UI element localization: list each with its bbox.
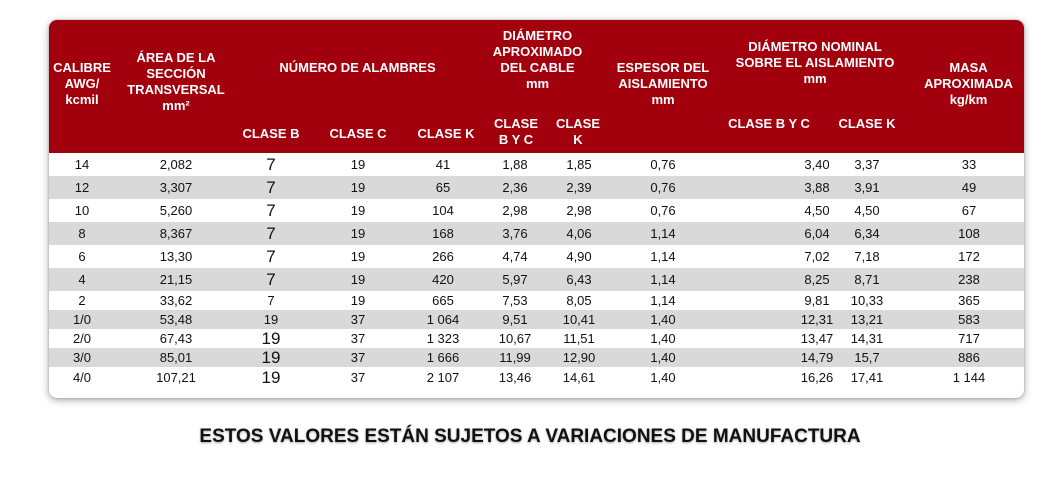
cell-clase-b: 7 <box>266 246 276 266</box>
cell-clase-c: 19 <box>350 157 366 172</box>
cell-clase-k: 266 <box>432 249 454 264</box>
cell-calibre: 1/0 <box>72 312 92 327</box>
cell-calibre: 6 <box>78 249 86 264</box>
cell-diam-nominal-byc: 4,50 <box>804 203 830 218</box>
table-row <box>49 268 1024 291</box>
cell-clase-c: 19 <box>350 203 366 218</box>
cell-area: 67,43 <box>159 331 193 346</box>
footer-note: ESTOS VALORES ESTÁN SUJETOS A VARIACIONES DE MANUFACTURA <box>199 426 861 447</box>
cell-area: 8,367 <box>159 226 193 241</box>
cell-diam-cable-byc: 5,97 <box>502 272 528 287</box>
cell-clase-c: 19 <box>350 226 366 241</box>
cell-masa: 172 <box>958 249 980 264</box>
cell-diam-nominal-k: 17,41 <box>850 370 884 385</box>
cell-diam-nominal-k: 3,91 <box>854 180 880 195</box>
cell-espesor: 0,76 <box>650 157 676 172</box>
cell-clase-b: 7 <box>266 269 276 289</box>
cell-calibre: 12 <box>74 180 90 195</box>
cell-diam-cable-k: 14,61 <box>562 370 596 385</box>
table-row <box>49 367 1024 388</box>
cell-clase-c: 19 <box>350 272 366 287</box>
cell-diam-nominal-byc: 7,02 <box>804 249 830 264</box>
cell-calibre: 4/0 <box>72 370 92 385</box>
cell-diam-nominal-byc: 3,88 <box>804 180 830 195</box>
cell-diam-nominal-k: 8,71 <box>854 272 880 287</box>
cell-area: 2,082 <box>159 157 193 172</box>
cell-calibre: 10 <box>74 203 90 218</box>
table-header <box>49 20 1024 153</box>
cell-clase-k: 1 323 <box>426 331 460 346</box>
cell-diam-cable-byc: 2,98 <box>502 203 528 218</box>
cell-espesor: 1,40 <box>650 312 676 327</box>
cell-diam-cable-byc: 3,76 <box>502 226 528 241</box>
cell-diam-nominal-byc: 6,04 <box>804 226 830 241</box>
cell-calibre: 2 <box>78 293 86 308</box>
cell-espesor: 1,40 <box>650 331 676 346</box>
cell-area: 21,15 <box>159 272 193 287</box>
cell-clase-k: 1 666 <box>426 350 460 365</box>
cell-clase-k: 1 064 <box>426 312 460 327</box>
cell-masa: 108 <box>958 226 980 241</box>
cell-diam-cable-k: 2,98 <box>566 203 592 218</box>
cell-diam-cable-byc: 7,53 <box>502 293 528 308</box>
cell-espesor: 1,14 <box>650 272 676 287</box>
cell-diam-cable-k: 4,06 <box>566 226 592 241</box>
cell-masa: 49 <box>961 180 977 195</box>
cell-clase-k: 65 <box>435 180 451 195</box>
cell-clase-k: 168 <box>432 226 454 241</box>
header-clase-k: CLASE K <box>417 126 475 141</box>
cell-diam-nominal-byc: 12,31 <box>800 312 834 327</box>
cell-espesor: 1,40 <box>650 350 676 365</box>
cell-masa: 365 <box>958 293 980 308</box>
cell-clase-c: 19 <box>350 180 366 195</box>
cell-clase-c: 37 <box>350 350 366 365</box>
cell-diam-cable-byc: 10,67 <box>498 331 532 346</box>
cell-diam-cable-k: 10,41 <box>562 312 596 327</box>
cell-calibre: 2/0 <box>72 331 92 346</box>
cell-clase-c: 19 <box>350 249 366 264</box>
cell-diam-cable-byc: 11,99 <box>499 350 531 365</box>
header-diametro-cable-k: CLASE K <box>555 116 601 147</box>
cell-clase-k: 104 <box>432 203 454 218</box>
cell-clase-k: 665 <box>432 293 454 308</box>
cell-area: 33,62 <box>159 293 193 308</box>
cell-diam-cable-k: 2,39 <box>566 180 592 195</box>
cell-diam-nominal-k: 10,33 <box>850 293 884 308</box>
header-diametro-nominal: DIÁMETRO NOMINAL SOBRE EL AISLAMIENTO mm <box>735 39 895 86</box>
cell-espesor: 1,14 <box>650 249 676 264</box>
cell-masa: 67 <box>961 203 977 218</box>
header-diametro-cable: DIÁMETRO APROXIMADO DEL CABLE mm <box>492 28 583 91</box>
cell-espesor: 0,76 <box>650 203 676 218</box>
header-clase-b: CLASE B <box>242 126 300 141</box>
cell-masa: 583 <box>958 312 980 327</box>
cell-diam-nominal-byc: 3,40 <box>804 157 830 172</box>
header-area: ÁREA DE LA SECCIÓN TRANSVERSAL mm² <box>127 50 225 113</box>
cell-area: 13,30 <box>159 249 193 264</box>
cell-clase-b: 7 <box>267 293 275 308</box>
cell-diam-cable-k: 12,90 <box>562 350 596 365</box>
cell-clase-b: 7 <box>266 154 276 174</box>
cell-clase-b: 7 <box>266 223 276 243</box>
cell-diam-nominal-byc: 9,81 <box>804 293 830 308</box>
cell-calibre: 3/0 <box>72 350 92 365</box>
cell-clase-c: 19 <box>350 293 366 308</box>
cell-espesor: 1,40 <box>650 370 676 385</box>
cell-masa: 33 <box>961 157 977 172</box>
cell-clase-b: 7 <box>266 200 276 220</box>
cable-specs-table <box>49 20 1024 398</box>
cell-diam-nominal-byc: 13,47 <box>800 331 834 346</box>
cell-diam-nominal-k: 6,34 <box>854 226 880 241</box>
cell-calibre: 4 <box>78 272 86 287</box>
table-row <box>49 153 1024 176</box>
table-row <box>49 329 1024 348</box>
cell-area: 53,48 <box>159 312 193 327</box>
table-row <box>49 291 1024 310</box>
header-diametro-nominal-k: CLASE K <box>838 116 896 131</box>
cell-clase-k: 2 107 <box>426 370 460 385</box>
cell-masa: 238 <box>958 272 980 287</box>
table-row <box>49 176 1024 199</box>
header-diametro-cable-byc: CLASE B Y C <box>493 116 539 147</box>
table-body <box>49 153 1024 388</box>
cell-clase-c: 37 <box>350 312 366 327</box>
cell-espesor: 0,76 <box>650 180 676 195</box>
cell-clase-b: 19 <box>263 312 279 327</box>
table-row <box>49 199 1024 222</box>
cell-clase-b: 7 <box>266 177 276 197</box>
cell-clase-k: 41 <box>435 157 451 172</box>
header-espesor: ESPESOR DEL AISLAMIENTO mm <box>616 60 710 107</box>
cell-clase-b: 19 <box>261 367 281 387</box>
cell-masa: 717 <box>958 331 980 346</box>
cell-area: 5,260 <box>159 203 193 218</box>
cell-area: 85,01 <box>159 350 193 365</box>
table-row <box>49 245 1024 268</box>
table-row <box>49 348 1024 367</box>
cell-diam-nominal-k: 15,7 <box>854 350 880 365</box>
cell-calibre: 14 <box>74 157 90 172</box>
cell-diam-cable-byc: 13,46 <box>498 370 532 385</box>
cell-diam-cable-k: 11,51 <box>563 331 595 346</box>
cell-diam-nominal-k: 14,31 <box>850 331 884 346</box>
cell-area: 107,21 <box>156 370 196 385</box>
cell-diam-cable-byc: 9,51 <box>502 312 528 327</box>
cell-clase-c: 37 <box>350 370 366 385</box>
cell-espesor: 1,14 <box>650 293 676 308</box>
header-numero-alambres: NÚMERO DE ALAMBRES <box>279 60 436 75</box>
cell-calibre: 8 <box>78 226 86 241</box>
cell-masa: 886 <box>958 350 980 365</box>
cell-diam-nominal-k: 7,18 <box>854 249 880 264</box>
cell-diam-nominal-k: 3,37 <box>854 157 880 172</box>
cell-clase-c: 37 <box>350 331 366 346</box>
cell-diam-cable-k: 8,05 <box>566 293 592 308</box>
cell-diam-nominal-byc: 14,79 <box>800 350 834 365</box>
table-row <box>49 222 1024 245</box>
cell-espesor: 1,14 <box>650 226 676 241</box>
cell-clase-b: 19 <box>261 347 281 367</box>
cell-diam-cable-k: 6,43 <box>566 272 592 287</box>
header-calibre: CALIBRE AWG/ kcmil <box>53 60 111 107</box>
header-clase-c: CLASE C <box>329 126 387 141</box>
cell-diam-cable-k: 4,90 <box>566 249 592 264</box>
cell-diam-nominal-byc: 16,26 <box>800 370 834 385</box>
table-row <box>49 310 1024 329</box>
cell-diam-cable-k: 1,85 <box>566 157 592 172</box>
cell-diam-cable-byc: 2,36 <box>502 180 528 195</box>
header-masa: MASA APROXIMADA kg/km <box>924 60 1013 107</box>
cell-diam-nominal-byc: 8,25 <box>804 272 830 287</box>
cell-diam-cable-byc: 4,74 <box>502 249 528 264</box>
header-diametro-nominal-byc: CLASE B Y C <box>728 116 810 131</box>
cell-masa: 1 144 <box>952 370 986 385</box>
cell-clase-b: 19 <box>261 328 281 348</box>
cell-diam-nominal-k: 13,21 <box>850 312 884 327</box>
cell-diam-cable-byc: 1,88 <box>502 157 528 172</box>
cell-area: 3,307 <box>159 180 193 195</box>
cell-clase-k: 420 <box>432 272 454 287</box>
cell-diam-nominal-k: 4,50 <box>854 203 880 218</box>
